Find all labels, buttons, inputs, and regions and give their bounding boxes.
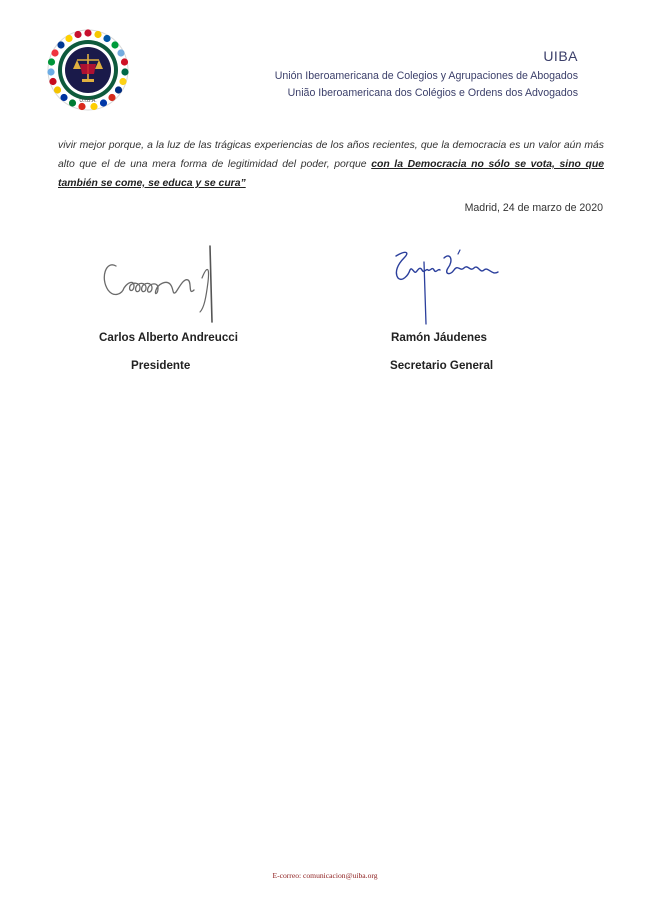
logo-caption: U.I.B.A. bbox=[79, 98, 97, 104]
signatory-role-1: Presidente bbox=[131, 359, 191, 372]
signatory-role-2: Secretario General bbox=[390, 359, 494, 372]
paragraph-text: vivir mejor porque, a la luz de las trágicas experiencias de los años recientes, que la democracia es un valor aún más alto que el de una mera forma de legitimidad del poder, porque bbox=[58, 140, 604, 170]
footer-email: E-correo: comunicacion@uiba.org bbox=[272, 871, 378, 880]
date-line: Madrid, 24 de marzo de 2020 bbox=[464, 202, 603, 214]
signature-jaudenes bbox=[388, 242, 506, 330]
body-paragraph bbox=[58, 136, 604, 193]
signature-andreucci bbox=[98, 238, 228, 328]
org-name-spanish: Unión Iberoamericana de Colegios y Agrupaciones de Abogados bbox=[274, 70, 578, 82]
signatory-name-1: Carlos Alberto Andreucci bbox=[99, 331, 238, 344]
org-acronym: UIBA bbox=[543, 48, 578, 64]
signatory-name-2: Ramón Jáudenes bbox=[391, 331, 487, 344]
paragraph-emphasis: con la Democracia no sólo se vota, sino que también se come, se educa y se cura” bbox=[58, 159, 604, 189]
org-name-portuguese: União Iberoamericana dos Colégios e Ordens dos Advogados bbox=[287, 87, 578, 99]
